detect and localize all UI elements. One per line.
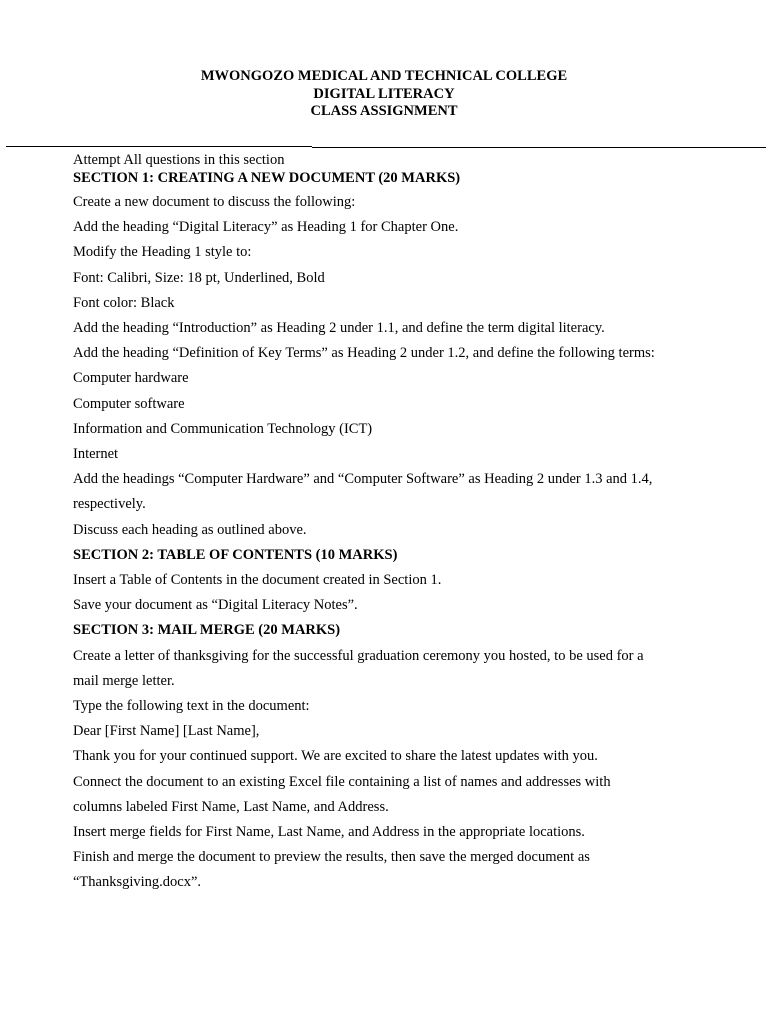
header-divider-right — [312, 147, 766, 148]
section-1-line: Add the headings “Computer Hardware” and “Computer Software” as Heading 2 under 1.3 and 1.4, — [73, 471, 653, 488]
section-1-line: Information and Communication Technology (ICT) — [73, 420, 373, 437]
section-3-line: “Thanksgiving.docx”. — [73, 874, 202, 891]
section-3-line: mail merge letter. — [73, 672, 175, 689]
section-3-line: Connect the document to an existing Excel file containing a list of names and addresses with — [73, 773, 611, 790]
section-3-line: Thank you for your continued support. We are excited to share the latest updates with you. — [73, 748, 598, 765]
college-name: MWONGOZO MEDICAL AND TECHNICAL COLLEGE — [200, 68, 568, 84]
header-divider-left — [6, 146, 312, 147]
section-2-line: Save your document as “Digital Literacy Notes”. — [73, 597, 358, 614]
section-2-line: Insert a Table of Contents in the document created in Section 1. — [73, 572, 442, 589]
section-1-line: Modify the Heading 1 style to: — [73, 244, 252, 261]
document-header — [0, 68, 768, 121]
section-2-heading: SECTION 2: TABLE OF CONTENTS (10 MARKS) — [73, 546, 398, 563]
section-3-line: Dear [First Name] [Last Name], — [73, 723, 260, 740]
section-3-line: Finish and merge the document to preview the results, then save the merged document as — [73, 849, 590, 866]
section-3-line: Insert merge fields for First Name, Last Name, and Address in the appropriate locations. — [73, 824, 585, 841]
assignment-title: CLASS ASSIGNMENT — [310, 103, 458, 119]
instruction-text: Attempt All questions in this section — [73, 152, 285, 168]
section-1-line: Internet — [73, 446, 119, 463]
document-body — [73, 151, 733, 896]
subject-title: DIGITAL LITERACY — [313, 85, 455, 102]
section-3-line: Create a letter of thanksgiving for the successful graduation ceremony you hosted, to be used for a — [73, 647, 644, 664]
section-1-line: Computer hardware — [73, 370, 189, 387]
section-1-line: Font: Calibri, Size: 18 pt, Underlined, Bold — [73, 269, 325, 286]
section-1-line: Add the heading “Digital Literacy” as Heading 1 for Chapter One. — [73, 219, 459, 236]
section-3-line: columns labeled First Name, Last Name, and Address. — [73, 798, 389, 815]
section-3-line: Type the following text in the document: — [73, 698, 310, 715]
section-1-line: Font color: Black — [73, 294, 175, 311]
section-1-line: Discuss each heading as outlined above. — [73, 521, 307, 538]
section-1-line: Computer software — [73, 395, 185, 412]
section-1-line: Add the heading “Introduction” as Heading 2 under 1.1, and define the term digital literacy. — [73, 320, 605, 337]
section-1-heading: SECTION 1: CREATING A NEW DOCUMENT (20 MARKS) — [73, 170, 461, 186]
section-3-heading: SECTION 3: MAIL MERGE (20 MARKS) — [73, 622, 341, 639]
section-1-line: Create a new document to discuss the following: — [73, 194, 356, 210]
section-1-line: Add the heading “Definition of Key Terms” as Heading 2 under 1.2, and define the following terms: — [73, 345, 655, 362]
section-1-line: respectively. — [73, 496, 146, 513]
